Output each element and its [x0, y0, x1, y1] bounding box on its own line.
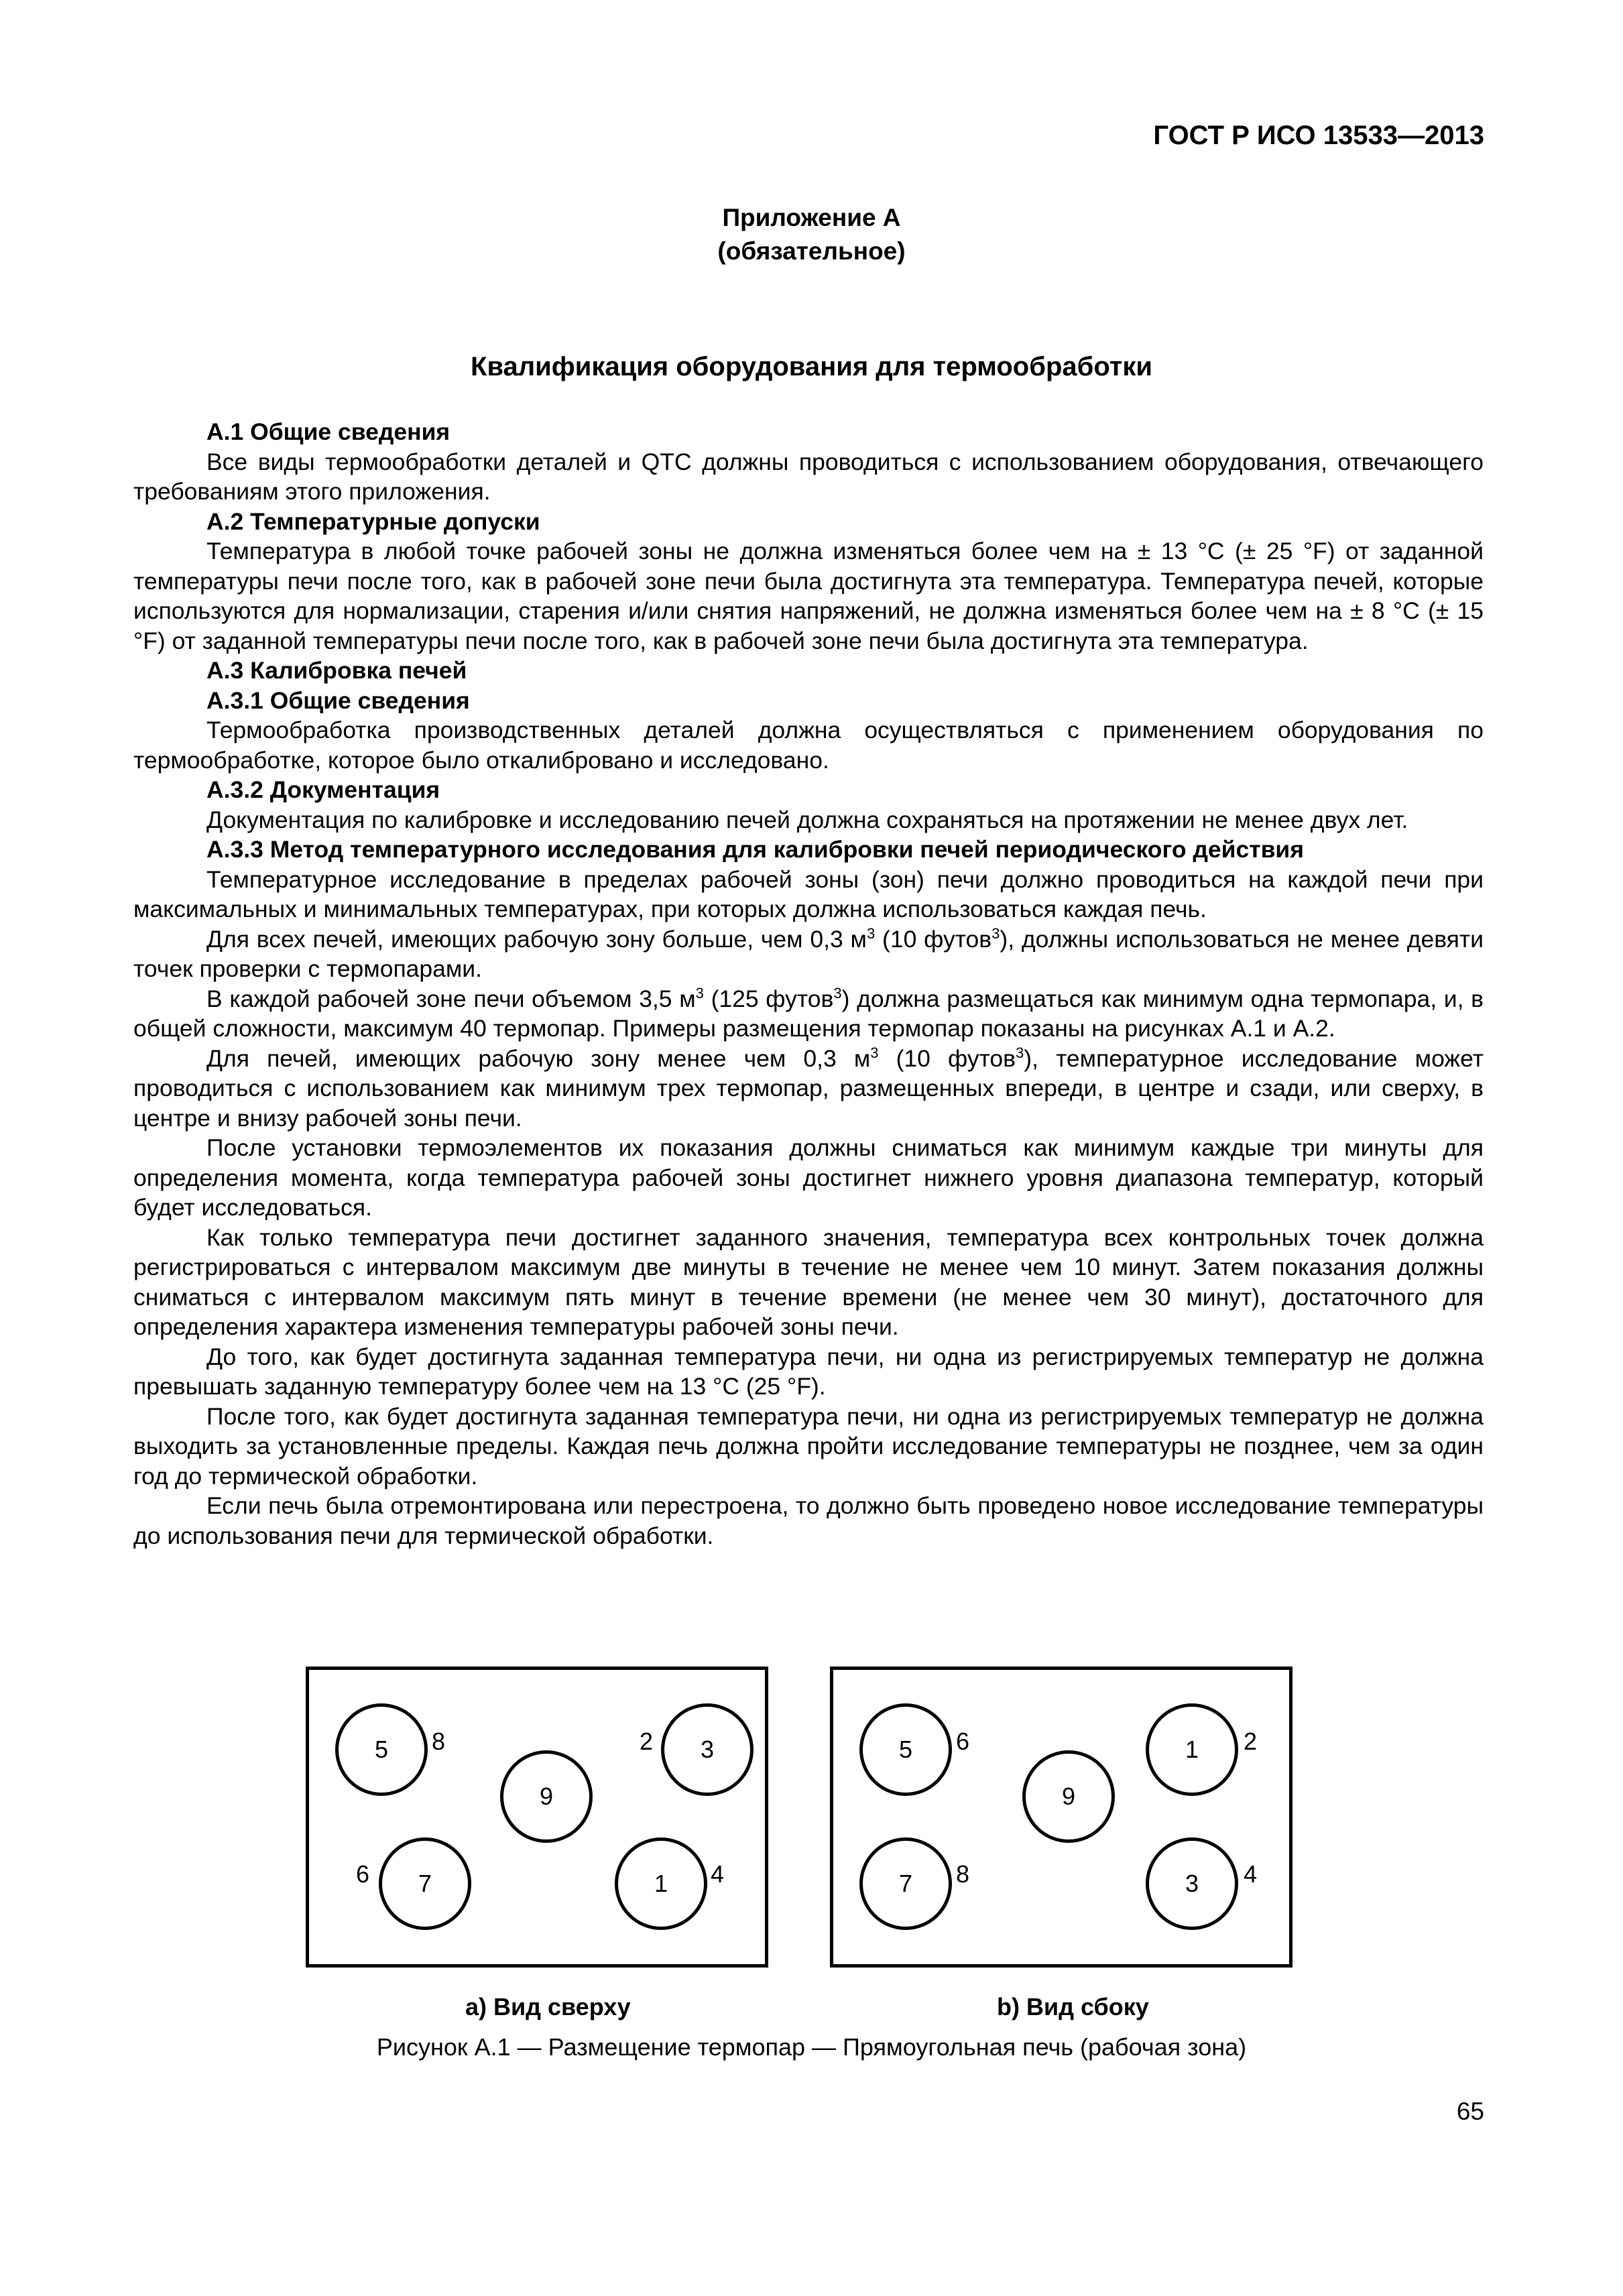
thermocouple-circle: 9 — [1022, 1750, 1115, 1843]
panel-side-view — [830, 1667, 1293, 1968]
thermocouple-label: 2 — [640, 1728, 654, 1755]
paragraph: До того, как будет достигнута заданная температура печи, ни одна из регистрируемых температур не должна превышать заданную температуру более чем на 13 °C (25 °F). — [133, 1343, 1484, 1400]
appendix-title: Приложение А — [722, 204, 901, 231]
section-heading-a1: А.1 Общие сведения — [206, 418, 450, 445]
appendix-type: (обязательное) — [717, 237, 906, 265]
thermocouple-label: 8 — [432, 1728, 446, 1755]
thermocouple-label: 8 — [956, 1860, 970, 1888]
figure-title: Рисунок А.1 — Размещение термопар — Прямоугольная печь (рабочая зона) — [376, 2033, 1247, 2061]
superscript: 3 — [695, 984, 704, 1002]
paragraph: После установки термоэлементов их показания должны сниматься как минимум каждые три минуты для определения момента, когда температура рабочей зоны достигнет нижнего уровня диапазона температур, который будет исследоваться. — [133, 1134, 1484, 1221]
thermocouple-circle: 7 — [859, 1837, 952, 1930]
panel-caption-side-view: b) Вид сбоку — [997, 1993, 1149, 2020]
thermocouple-circle: 7 — [379, 1837, 471, 1930]
text-run: (10 футов — [875, 925, 992, 953]
text-run: ), должны использоваться не менее девяти точек проверки с термопарами. — [133, 925, 1484, 982]
thermocouple-circle: 1 — [1146, 1703, 1238, 1796]
thermocouple-label: 6 — [956, 1728, 970, 1755]
paragraph — [133, 924, 1484, 984]
superscript: 3 — [866, 924, 876, 942]
thermocouple-label: 6 — [356, 1860, 370, 1888]
appendix-heading — [0, 201, 1623, 268]
section-heading-a2: А.2 Температурные допуски — [206, 507, 540, 535]
paragraph: После того, как будет достигнута заданная температура печи, ни одна из регистрируемых температур не должна выходить за установленные пределы. Каждая печь должна пройти исследование температуры не позднее, чем за один год до термической обработки. — [133, 1402, 1484, 1490]
panel-top-view — [306, 1667, 768, 1968]
panel-caption-top-view: а) Вид сверху — [465, 1993, 631, 2020]
thermocouple-label: 2 — [1244, 1728, 1258, 1755]
text-run: (125 футов — [703, 985, 834, 1012]
superscript: 3 — [870, 1044, 879, 1061]
section-heading-a31: А.3.1 Общие сведения — [206, 686, 470, 714]
text-run: В каждой рабочей зоне печи объемом 3,5 м — [206, 985, 696, 1012]
paragraph: Температура в любой точке рабочей зоны не должна изменяться более чем на ± 13 °C (± 25 °F) от заданной температуры печи после того, как в рабочей зоне печи была достигнута эта температура. Температура печей, которые используются для нормализации, старения и/или снятия напряжений, не должна изменяться более чем на ± 8 °C (± 15 °F) от заданной температуры печи после того, как в рабочей зоне печи была достигнута эта температура. — [133, 538, 1484, 654]
paragraph — [133, 984, 1484, 1044]
section-heading-a3: А.3 Калибровка печей — [206, 657, 467, 684]
text-run: ) должна размещаться как минимум одна термопара, и, в общей сложности, максимум 40 термопар. Примеры размещения термопар показаны на рисунках А.1 и А.2. — [133, 985, 1484, 1042]
thermocouple-circle: 1 — [615, 1837, 707, 1930]
superscript: 3 — [991, 924, 1000, 942]
text-run: (10 футов — [878, 1044, 1016, 1072]
section-heading-a33: А.3.3 Метод температурного исследования для калибровки печей периодического действия — [206, 836, 1304, 863]
body-text — [133, 417, 1484, 1551]
paragraph: Все виды термообработки деталей и QTC должны проводиться с использованием оборудования, отвечающего требованиям этого приложения. — [133, 448, 1484, 505]
paragraph: Как только температура печи достигнет заданного значения, температура всех контрольных точек должна регистрироваться с интервалом максимум две минуты в течение не менее чем 10 минут. Затем показания должны сниматься с интервалом максимум пять минут в течение времени (не менее чем 30 минут), достаточного для определения характера изменения температуры рабочей зоны печи. — [133, 1223, 1484, 1340]
superscript: 3 — [833, 984, 842, 1002]
thermocouple-circle: 3 — [1146, 1837, 1238, 1930]
thermocouple-circle: 5 — [335, 1703, 428, 1796]
superscript: 3 — [1016, 1044, 1024, 1061]
thermocouple-label: 4 — [1244, 1860, 1258, 1888]
thermocouple-circle: 5 — [859, 1703, 952, 1796]
thermocouple-circle: 3 — [661, 1703, 754, 1796]
text-run: ), температурное исследование может проводиться с использованием как минимум трех термопар, размещенных впереди, в центре и сзади, или сверху, в центре и внизу рабочей зоны печи. — [133, 1044, 1484, 1132]
thermocouple-label: 4 — [711, 1860, 725, 1888]
paragraph: Термообработка производственных деталей должна осуществляться с применением оборудования по термообработке, которое было откалибровано и исследовано. — [133, 717, 1484, 774]
paragraph — [133, 1044, 1484, 1134]
document-code: ГОСТ Р ИСО 13533—2013 — [1153, 121, 1484, 150]
appendix-main-title: Квалификация оборудования для термообработки — [471, 352, 1152, 381]
paragraph: Температурное исследование в пределах рабочей зоны (зон) печи должно проводиться на каждой печи при максимальных и минимальных температурах, при которых должна использоваться каждая печь. — [133, 865, 1484, 922]
paragraph: Если печь была отремонтирована или перестроена, то должно быть проведено новое исследование температуры до использования печи для термической обработки. — [133, 1492, 1484, 1549]
paragraph: Документация по калибровке и исследованию печей должна сохраняться на протяжении не менее двух лет. — [206, 806, 1408, 833]
text-run: Для всех печей, имеющих рабочую зону больше, чем 0,3 м — [206, 925, 867, 953]
text-run: Для печей, имеющих рабочую зону менее чем 0,3 м — [206, 1044, 871, 1072]
page-number: 65 — [1456, 2098, 1484, 2125]
thermocouple-circle: 9 — [500, 1750, 593, 1843]
section-heading-a32: А.3.2 Документация — [206, 776, 440, 803]
